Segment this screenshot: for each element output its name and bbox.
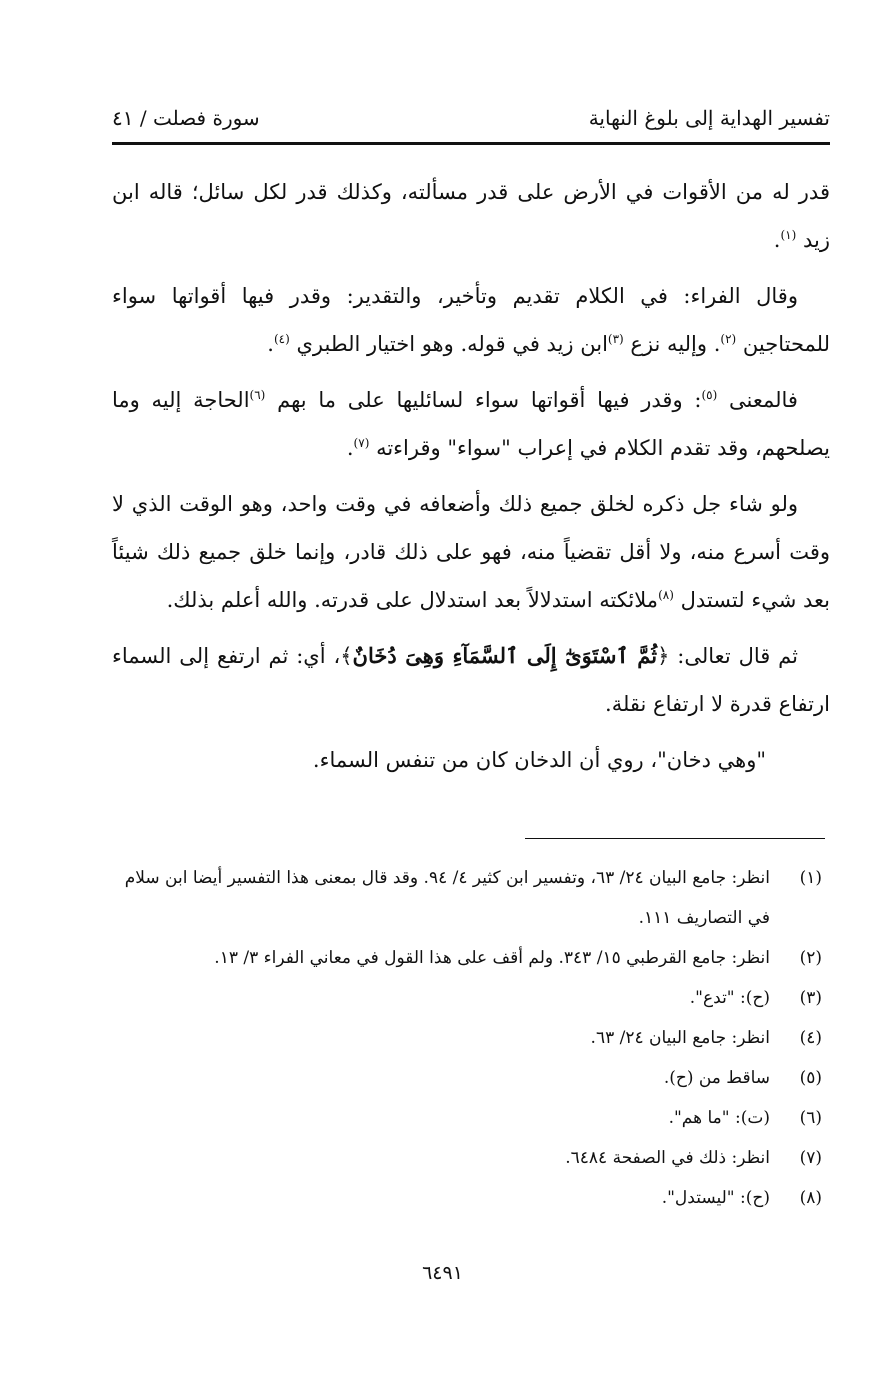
footnote-4 [112, 1018, 830, 1058]
footnote-text: انظر: جامع البيان ٢٤/ ٦٣. [590, 1028, 770, 1048]
footnote-text: ساقط من (ح). [663, 1068, 770, 1088]
footnote-number: (٢) [799, 948, 822, 968]
footnote-ref-7[interactable]: (٧) [353, 436, 370, 450]
footnote-ref-3[interactable]: (٣) [607, 332, 624, 346]
footnote-3 [112, 978, 830, 1018]
paragraph-4: ولو شاء جل ذكره لخلق جميع ذلك وأضعافه في وقت واحد، وهو الوقت الذي لا وقت أسرع منه، ولا أقل تقضياً منه، فهو على ذلك قادر، وإنما خلق جميع ذلك شيئاً بعد شيء لتستدل $^{(٨)}$ملائكته استدلالاً بعد استدلال على قدرته. والله أعلم بذلك. [112, 492, 831, 612]
footnote-number: (٤) [799, 1028, 822, 1048]
footnote-text: انظر: ذلك في الصفحة ٦٤٨٤. [565, 1148, 770, 1168]
footnote-ref-1[interactable]: (١) [780, 228, 797, 242]
footnote-ref-8[interactable]: (٨) [658, 588, 674, 602]
header-divider [112, 142, 830, 145]
paragraph-6: "وهي دخان"، روي أن الدخان كان من تنفس السماء. [312, 748, 766, 772]
paragraph-1: قدر له من الأقوات في الأرض على قدر مسألته، وكذلك قدر لكل سائل؛ قاله ابن زيد $^{(١)}$. [112, 180, 830, 252]
footnote-ref-5[interactable]: (٥) [701, 388, 718, 402]
page-number: ٦٤٩١ [422, 1262, 463, 1284]
footnote-text: (ت): "ما هم". [668, 1108, 770, 1128]
footnote-8 [112, 1178, 830, 1218]
footnote-divider [525, 838, 825, 839]
footnote-text: انظر: جامع البيان ٢٤/ ٦٣، وتفسير ابن كثير ٤/ ٩٤. وقد قال بمعنى هذا التفسير أيضا ابن سلام في التصاريف ١١١. [124, 868, 770, 928]
footnote-ref-4[interactable]: (٤) [273, 332, 290, 346]
book-title: تفسير الهداية إلى بلوغ النهاية [588, 106, 830, 130]
paragraph-3: فالمعنى $^{(٥)}$: وقدر فيها أقواتها سواء لسائليها على ما بهم $^{(٦)}$الحاجة إليه وما يصلحهم، وقد تقدم الكلام في إعراب "سواء" وقراءته $^{(٧)}$. [112, 388, 830, 460]
footnote-6 [112, 1098, 830, 1138]
footnote-number: (٦) [799, 1108, 822, 1128]
main-text [112, 168, 830, 792]
footnote-number: (١) [799, 868, 822, 888]
footnote-ref-6[interactable]: (٦) [249, 388, 266, 402]
footnotes [112, 858, 830, 1218]
footnote-number: (٨) [799, 1188, 822, 1208]
footnote-5 [112, 1058, 830, 1098]
footnote-number: (٧) [799, 1148, 822, 1168]
footnote-1 [112, 858, 830, 938]
footnote-number: (٣) [799, 988, 822, 1008]
footnote-text: انظر: جامع القرطبي ١٥/ ٣٤٣. ولم أقف على هذا القول في معاني الفراء ٣/ ١٣. [214, 948, 770, 968]
footnote-text: (ح): "ليستدل". [661, 1188, 770, 1208]
quran-verse: ثُمَّ ٱسْتَوَىٰٓ إِلَى ٱلسَّمَآءِ وَهِىَ دُخَانٌ [352, 643, 658, 668]
footnote-number: (٥) [799, 1068, 822, 1088]
footnote-text: (ح): "تدع". [689, 988, 770, 1008]
running-header [112, 102, 830, 138]
footnote-7 [112, 1138, 830, 1178]
paragraph-2: وقال الفراء: في الكلام تقديم وتأخير، والتقدير: وقدر فيها أقواتها سواء للمحتاجين $^{(٢)}$. وإليه نزع $^{(٣)}$ابن زيد في قوله. وهو اختيار الطبري $^{(٤)}$. [112, 284, 830, 356]
footnote-ref-2[interactable]: (٢) [720, 332, 737, 346]
footnote-2 [112, 938, 830, 978]
paragraph-5: ثم قال تعالى: ﴿ثُمَّ ٱسْتَوَىٰٓ إِلَى ٱلسَّمَآءِ وَهِىَ دُخَانٌ﴾، أي: ثم ارتفع إلى السماء ارتفاع قدرة لا ارتفاع نقلة. [112, 643, 830, 716]
surah-label: سورة فصلت / ٤١ [112, 106, 260, 130]
